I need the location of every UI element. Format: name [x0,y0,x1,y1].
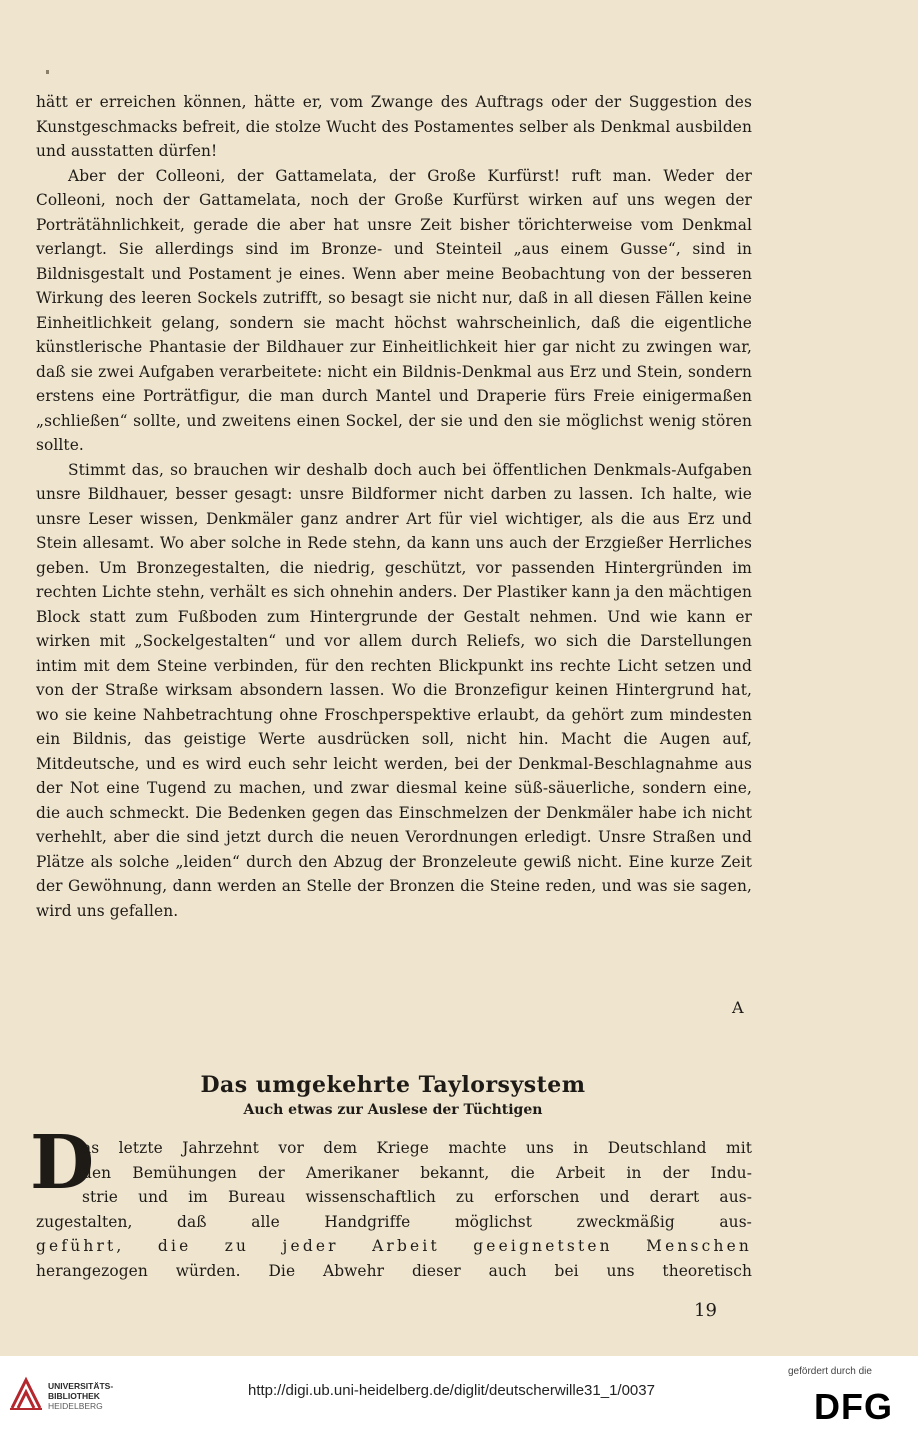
text-line: herangezogen würden. Die Abwehr dieser auch bei uns theoretisch [36,1261,752,1280]
page-url-link[interactable]: http://digi.ub.uni-heidelberg.de/diglit/deutscherwille31_1/0037 [248,1382,655,1399]
paper-speck [46,70,49,74]
author-signature: A [732,998,744,1017]
article-subtitle: Auch etwas zur Auslese der Tüchtigen [243,1102,543,1118]
text-line: as letzte Jahrzehnt vor dem Kriege machte uns in Deutschland mit [82,1139,752,1157]
text-line: geführt, die zu jeder Arbeit geeignetsten Menschen [36,1237,752,1255]
text-line: den Bemühungen der Amerikaner bekannt, die Arbeit in der Indu- [82,1163,752,1182]
drop-cap: D [30,1120,95,1206]
paragraph: hätt er erreichen können, hätte er, vom Zwange des Auftrags oder der Suggestion des Kunstgeschmacks befreit, die stolze Wucht des Postamentes selber als Denkmal ausbilden und ausstatten dürfen! [36,93,752,160]
page-number: 19 [694,1300,717,1321]
article-continuation [36,90,752,923]
dfg-logo[interactable]: DFG [814,1386,893,1427]
funded-by-label: gefördert durch die [788,1366,872,1377]
library-name[interactable] [48,1381,113,1411]
text-line: zugestalten, daß alle Handgriffe möglichst zweckmäßig aus- [36,1212,752,1231]
paragraph: Stimmt das, so brauchen wir deshalb doch auch bei öffentlichen Denkmals-Aufgaben unsre Bildhauer, besser gesagt: unsre Bildformer nicht darben zu lassen. Ich halte, wie unsre Leser wissen, Denkmäler ganz andrer Art für viel wichtiger, als die aus Erz und Stein allesamt. Wo aber solche in Rede stehn, da kann uns auch der Erzgießer Herrliches geben. Um Bronzegestalten, die niedrig, geschützt, vor passenden Hintergründen im rechten Lichte stehn, verhält es sich ohnehin anders. Der Plastiker kann ja den mächtigen Block statt zum Fußboden zum Hintergrunde der Gestalt nehmen. Und wie kann er wirken mit „Sockelgestalten“ und vor allem durch Reliefs, wo sich die Darstellungen intim mit dem Steine verbinden, für den rechten Blickpunkt ins rechte Licht setzen und von der Straße wirksam absondern lassen. Wo die Bronzefigur keinen Hintergrund hat, wo sie keine Nahbetrachtung ohne Froschperspektive erlaubt, da gehört zum mindesten ein Bildnis, das geistige Werte ausdrücken soll, nicht hin. Macht die Augen auf, Mitdeutsche, und es wird euch sehr leicht werden, bei der Denkmal-Beschlagnahme aus der Not eine Tugend zu machen, und zwar diesmal keine süß-säuerliche, sondern eine, die auch schmeckt. Die Bedenken gegen das Einschmelzen der Denkmäler habe ich nicht verhehlt, aber die sind jetzt durch die neuen Verordnungen erledigt. Unsre Straßen und Plätze als solche „leiden“ durch den Abzug der Bronzeleute gewiß nicht. Eine kurze Zeit der Gewöhnung, dann werden an Stelle der Bronzen die Steine reden, und was sie sagen, wird uns gefallen. [36,460,752,920]
library-name-line: UNIVERSITÄTS- [48,1381,114,1391]
text-line: strie und im Bureau wissenschaftlich zu erforschen und derart aus- [82,1188,752,1206]
article-title: Das umgekehrte Taylorsystem [200,1072,586,1098]
library-name-line: HEIDELBERG [48,1401,103,1411]
viewer-footer [0,1356,918,1432]
paragraph: Aber der Colleoni, der Gattamelata, der Große Kurfürst! ruft man. Weder der Colleoni, noch der Gattamelata, noch der Große Kurfürst wirken auf uns wegen der Porträtähnlichkeit, gerade die aber hat unsre Zeit bisher törichterweise vom Denkmal verlangt. Sie allerdings sind im Bronze- und Steinteil „aus einem Gusse“, sind in Bildnisgestalt und Postament je eines. Wenn aber meine Beobachtung von der besseren Wirkung des leeren Sockels zutrifft, so besagt sie nicht nur, daß in all diesen Fällen keine Einheitlichkeit gelang, sondern sie macht höchst wahrscheinlich, daß die eigentliche künstlerische Phantasie der Bildhauer zur Einheitlichkeit hier gar nicht zu zwingen war, daß sie zwei Aufgaben verarbeitete: nicht ein Bildnis-Denkmal aus Erz und Stein, sondern erstens eine Porträtfigur, die man durch Mantel und Draperie fürs Freie einigermaßen „schließen“ sollte, und zweitens einen Sockel, der sie und den sie möglichst wenig stören sollte. [36,166,752,454]
article-body [36,1136,752,1283]
library-name-line: BIBLIOTHEK [48,1391,100,1401]
ub-heidelberg-logo-icon[interactable] [8,1376,44,1412]
